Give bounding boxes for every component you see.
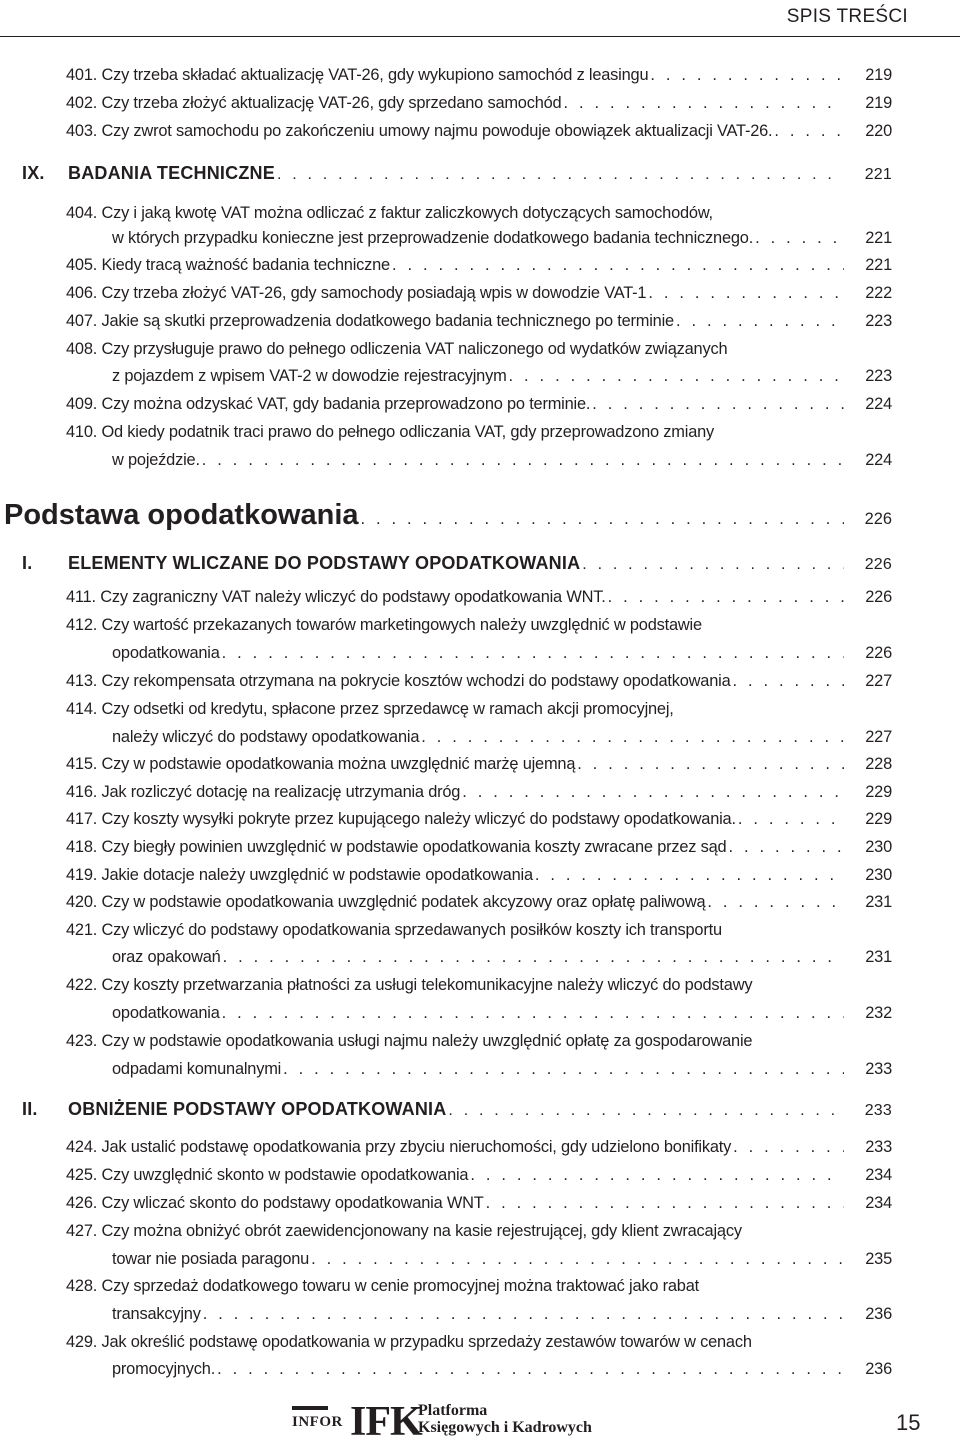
- toc-page-number: 219: [865, 94, 892, 112]
- toc-entry-text: 420. Czy w podstawie opodatkowania uwzględnić podatek akcyzowy oraz opłatę paliwową: [66, 893, 706, 911]
- dot-leader: [202, 447, 844, 473]
- toc-entry[interactable]: [112, 225, 892, 251]
- toc-page-number: 221: [865, 256, 892, 274]
- toc-entry[interactable]: [66, 806, 892, 832]
- toc-entry-text: odpadami komunalnymi: [112, 1060, 282, 1078]
- toc-entry-text: transakcyjny: [112, 1305, 201, 1323]
- toc-entry[interactable]: [66, 280, 892, 306]
- toc-page-number: 221: [864, 166, 892, 183]
- toc-page-number: 233: [865, 1060, 892, 1078]
- toc-entry[interactable]: [66, 889, 892, 915]
- toc-page-number: 234: [865, 1166, 892, 1184]
- logo-platforma-text: Platforma: [418, 1402, 488, 1419]
- section-number: I.: [22, 553, 33, 573]
- toc-entry-text: 423. Czy w podstawie opodatkowania usługi najmu należy uwzględnić opłatę za gospodarowanie: [66, 1032, 753, 1050]
- toc-page-number: 227: [865, 728, 892, 746]
- toc-entry[interactable]: [66, 584, 892, 610]
- dot-leader: [361, 501, 845, 533]
- toc-page-number: 220: [865, 122, 892, 140]
- toc-page-number: 229: [865, 783, 892, 801]
- toc-entry-text: 429. Jak określić podstawę opodatkowania w przypadku sprzedaży zestawów towarów w cenach: [66, 1333, 752, 1351]
- toc-page-number: 226: [865, 588, 892, 606]
- logo-bar: [292, 1406, 328, 1410]
- logo-infor-text: INFOR: [292, 1414, 343, 1430]
- toc-entry-text: 412. Czy wartość przekazanych towarów marketingowych należy uwzględnić w podstawie: [66, 616, 702, 634]
- toc-entry-text: 411. Czy zagraniczny VAT należy wliczyć do podstawy opodatkowania WNT.: [66, 588, 606, 606]
- toc-entry-text: opodatkowania: [112, 1004, 220, 1022]
- logo-subtitle-text: Księgowych i Kadrowych: [418, 1419, 592, 1436]
- toc-part-heading[interactable]: [4, 497, 892, 533]
- toc-entry-text: 403. Czy zwrot samochodu po zakończeniu umowy najmu powoduje obowiązek aktualizacji VAT-26.: [66, 122, 773, 140]
- toc-entry[interactable]: [66, 118, 892, 144]
- dot-leader: [728, 834, 844, 860]
- dot-leader: [448, 1098, 844, 1122]
- dot-leader: [755, 225, 844, 251]
- section-number: IX.: [22, 163, 45, 183]
- toc-entry[interactable]: [66, 308, 892, 334]
- header-divider: [0, 36, 960, 37]
- toc-page-number: 230: [865, 838, 892, 856]
- toc-entry-text: w których przypadku konieczne jest przeprowadzenie dodatkowego badania technicznego.: [112, 229, 754, 247]
- toc-section-heading[interactable]: [68, 1096, 892, 1122]
- toc-entry[interactable]: [66, 834, 892, 860]
- toc-page-number: 227: [865, 672, 892, 690]
- toc-page-number: 226: [864, 510, 892, 528]
- section-title: OBNIŻENIE PODSTAWY OPODATKOWANIA: [68, 1099, 447, 1119]
- dot-leader: [421, 724, 844, 750]
- toc-page-number: 236: [865, 1360, 892, 1378]
- toc-page-number: 226: [865, 644, 892, 662]
- toc-entry[interactable]: [112, 724, 892, 750]
- toc-entry-text: 425. Czy uwzględnić skonto w podstawie opodatkowania: [66, 1166, 469, 1184]
- toc-entry-text: 409. Czy można odzyskać VAT, gdy badania przeprowadzono po terminie.: [66, 395, 591, 413]
- toc-entry-text: opodatkowania: [112, 644, 220, 662]
- toc-entry[interactable]: [112, 447, 892, 473]
- toc-entry[interactable]: [112, 363, 892, 389]
- toc-entry[interactable]: [66, 862, 892, 888]
- dot-leader: [535, 862, 844, 888]
- dot-leader: [462, 779, 844, 805]
- dot-leader: [592, 391, 844, 417]
- toc-entry[interactable]: [66, 62, 892, 88]
- toc-entry-text: 419. Jakie dotacje należy uwzględnić w podstawie opodatkowania: [66, 866, 533, 884]
- dot-leader: [277, 162, 844, 186]
- section-title: BADANIA TECHNICZNE: [68, 163, 275, 183]
- toc-page-number: 219: [865, 66, 892, 84]
- toc-entry-text: należy wliczyć do podstawy opodatkowania: [112, 728, 420, 746]
- toc-entry[interactable]: [112, 1301, 892, 1327]
- toc-page-number: 224: [865, 395, 892, 413]
- toc-entry[interactable]: [66, 668, 892, 694]
- toc-entry[interactable]: [112, 640, 892, 666]
- toc-page-number: 228: [865, 755, 892, 773]
- section-title: ELEMENTY WLICZANE DO PODSTAWY OPODATKOWANIA: [68, 553, 581, 573]
- dot-leader: [738, 806, 844, 832]
- toc-entry-text: 408. Czy przysługuje prawo do pełnego odliczenia VAT naliczonego od wydatków związanych: [66, 340, 728, 358]
- toc-page-number: 233: [865, 1138, 892, 1156]
- dot-leader: [563, 90, 844, 116]
- toc-entry[interactable]: [112, 1246, 892, 1272]
- dot-leader: [648, 280, 844, 306]
- dot-leader: [222, 1000, 844, 1026]
- toc-page-number: 235: [865, 1250, 892, 1268]
- dot-leader: [203, 1301, 844, 1327]
- toc-entry-text: 407. Jakie są skutki przeprowadzenia dodatkowego badania technicznego po terminie: [66, 312, 674, 330]
- dot-leader: [509, 363, 844, 389]
- toc-entry-text: 410. Od kiedy podatnik traci prawo do pełnego odliczania VAT, gdy przeprowadzono zmiany: [66, 423, 715, 441]
- toc-page-number: 224: [865, 451, 892, 469]
- toc-entry-text: 406. Czy trzeba złożyć VAT-26, gdy samochody posiadają wpis w dowodzie VAT-1: [66, 284, 647, 302]
- toc-page-number: 233: [864, 1102, 892, 1119]
- dot-leader: [486, 1190, 844, 1216]
- publisher-logo: [292, 1399, 612, 1445]
- dot-leader: [582, 552, 844, 576]
- toc-entry-text: 416. Jak rozliczyć dotację na realizację utrzymania dróg: [66, 783, 461, 801]
- toc-entry-text: w pojeździe.: [112, 451, 200, 469]
- toc-section-heading[interactable]: [68, 160, 892, 186]
- dot-leader: [217, 1356, 844, 1382]
- toc-entry-text: 414. Czy odsetki od kredytu, spłacone przez sprzedawcę w ramach akcji promocyjnej,: [66, 700, 674, 718]
- toc-entry-text: 422. Czy koszty przetwarzania płatności za usługi telekomunikacyjne należy wliczyć do podstawy: [66, 976, 753, 994]
- toc-page-number: 231: [865, 948, 892, 966]
- toc-page-number: 226: [864, 556, 892, 573]
- dot-leader: [733, 1134, 844, 1160]
- toc-page-number: 229: [865, 810, 892, 828]
- toc-entry[interactable]: [66, 751, 892, 777]
- toc-entry-text: 424. Jak ustalić podstawę opodatkowania przy zbyciu nieruchomości, gdy udzielono bonifikaty: [66, 1138, 732, 1156]
- logo-ifk-text: IFK: [350, 1399, 422, 1445]
- toc-entry-text: promocyjnych.: [112, 1360, 216, 1378]
- toc-entry-text: 413. Czy rekompensata otrzymana na pokrycie kosztów wchodzi do podstawy opodatkowania: [66, 672, 731, 690]
- toc-entry-text: 421. Czy wliczyć do podstawy opodatkowania sprzedawanych posiłków koszty ich transportu: [66, 921, 722, 939]
- dot-leader: [223, 944, 844, 970]
- dot-leader: [392, 252, 844, 278]
- page-header-title: SPIS TREŚCI: [786, 6, 908, 27]
- toc-entry-text: towar nie posiada paragonu: [112, 1250, 310, 1268]
- toc-page-number: 232: [865, 1004, 892, 1022]
- dot-leader: [608, 584, 844, 610]
- dot-leader: [470, 1162, 844, 1188]
- dot-leader: [707, 889, 844, 915]
- toc-entry[interactable]: [66, 1134, 892, 1160]
- toc-entry-text: oraz opakowań: [112, 948, 221, 966]
- dot-leader: [732, 668, 844, 694]
- toc-entry[interactable]: [66, 1162, 892, 1188]
- page-number: 15: [896, 1410, 921, 1435]
- toc-entry-text: 401. Czy trzeba składać aktualizację VAT-26, gdy wykupiono samochód z leasingu: [66, 66, 649, 84]
- toc-entry-text: 417. Czy koszty wysyłki pokryte przez kupującego należy wliczyć do podstawy opodatkowania.: [66, 810, 736, 828]
- dot-leader: [222, 640, 844, 666]
- toc-page-number: 234: [865, 1194, 892, 1212]
- toc-entry-text: 418. Czy biegły powinien uwzględnić w podstawie opodatkowania koszty zwracane przez sąd: [66, 838, 727, 856]
- toc-page-number: 231: [865, 893, 892, 911]
- toc-entry[interactable]: [66, 779, 892, 805]
- toc-entry[interactable]: [66, 252, 892, 278]
- toc-section-heading[interactable]: [68, 550, 892, 576]
- section-number: II.: [22, 1099, 38, 1119]
- toc-entry-text: 404. Czy i jaką kwotę VAT można odliczać z faktur zaliczkowych dotyczących samochodów,: [66, 204, 713, 222]
- toc-page-number: 221: [865, 229, 892, 247]
- toc-page-number: 222: [865, 284, 892, 302]
- toc-entry-text: 402. Czy trzeba złożyć aktualizację VAT-26, gdy sprzedano samochód: [66, 94, 562, 112]
- toc-entry-text: 427. Czy można obniżyć obrót zaewidencjonowany na kasie rejestrującej, gdy klient zwracający: [66, 1222, 742, 1240]
- toc-page-number: 230: [865, 866, 892, 884]
- toc-entry-text: z pojazdem z wpisem VAT-2 w dowodzie rejestracyjnym: [112, 367, 507, 385]
- toc-page-number: 236: [865, 1305, 892, 1323]
- dot-leader: [311, 1246, 844, 1272]
- dot-leader: [774, 118, 844, 144]
- toc-entry-text: 428. Czy sprzedaż dodatkowego towaru w cenie promocyjnej można traktować jako rabat: [66, 1277, 699, 1295]
- dot-leader: [283, 1056, 844, 1082]
- toc-page-number: 223: [865, 312, 892, 330]
- toc-entry[interactable]: [112, 1056, 892, 1082]
- toc-entry[interactable]: [66, 391, 892, 417]
- toc-entry[interactable]: [112, 944, 892, 970]
- toc-entry-text: 426. Czy wliczać skonto do podstawy opodatkowania WNT: [66, 1194, 484, 1212]
- toc-entry[interactable]: [66, 1190, 892, 1216]
- dot-leader: [577, 751, 844, 777]
- toc-entry-text: 415. Czy w podstawie opodatkowania można uwzględnić marżę ujemną: [66, 755, 576, 773]
- dot-leader: [650, 62, 844, 88]
- toc-entry-text: 405. Kiedy tracą ważność badania techniczne: [66, 256, 390, 274]
- toc-entry[interactable]: [112, 1000, 892, 1026]
- toc-page-number: 223: [865, 367, 892, 385]
- toc-entry[interactable]: [112, 1356, 892, 1382]
- dot-leader: [676, 308, 844, 334]
- part-title: Podstawa opodatkowania: [4, 499, 359, 531]
- toc-entry[interactable]: [66, 90, 892, 116]
